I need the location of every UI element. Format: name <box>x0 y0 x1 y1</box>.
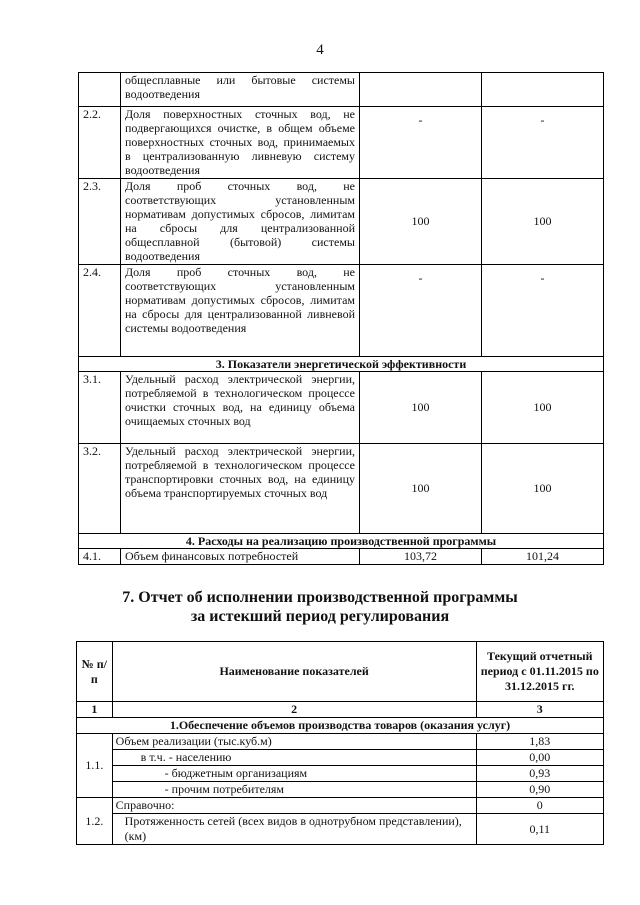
header-name: Наименование показателей <box>112 642 476 702</box>
table-row <box>79 73 604 107</box>
column-number: 1 <box>77 702 113 718</box>
row-value-2: 100 <box>482 372 604 444</box>
row-value-1: 100 <box>360 179 482 265</box>
indicators-table <box>78 72 604 565</box>
table-row <box>77 766 604 782</box>
row-value: 0,93 <box>476 766 603 782</box>
table-row <box>77 798 604 814</box>
row-value: 0 <box>476 798 603 814</box>
table-row <box>79 265 604 357</box>
row-number: 3.2. <box>79 444 121 534</box>
section-title-energy: 3. Показатели энергетической эффективности <box>79 357 604 372</box>
column-number: 2 <box>112 702 476 718</box>
row-value-1: - <box>360 107 482 179</box>
section-row <box>79 357 604 372</box>
header-row <box>77 642 604 702</box>
row-name: - прочим потребителям <box>112 782 476 798</box>
table-row <box>77 734 604 750</box>
row-value: 0,11 <box>476 814 603 845</box>
table-row <box>79 444 604 534</box>
row-value-1: - <box>360 265 482 357</box>
section-title-production: 1.Обеспечение объемов производства товаров (оказания услуг) <box>77 718 604 734</box>
row-value-2: 100 <box>482 179 604 265</box>
row-value-2: 100 <box>482 444 604 534</box>
row-value: 0,90 <box>476 782 603 798</box>
section-row <box>77 718 604 734</box>
table-row <box>79 372 604 444</box>
row-number: 2.2. <box>79 107 121 179</box>
header-period: Текущий отчетный период с 01.11.2015 по 31.12.2015 гг. <box>476 642 603 702</box>
row-name: Объем финансовых потребностей <box>121 549 360 565</box>
row-name: Доля проб сточных вод, не соответствующих установленным нормативам допустимых сбросов, лимитам на сбросы для централизованной ливневой системы водоотведения <box>121 265 360 357</box>
page-number: 4 <box>316 42 324 58</box>
row-name: Доля проб сточных вод, не соответствующих установленным нормативам допустимых сбросов, лимитам на сбросы для централизованной общесплавной (бытовой) системы водоотведения <box>121 179 360 265</box>
table-row <box>79 179 604 265</box>
row-name: общесплавные или бытовые системы водоотведения <box>121 73 360 107</box>
row-number: 2.3. <box>79 179 121 265</box>
table-row <box>79 107 604 179</box>
row-value-2: - <box>482 265 604 357</box>
row-number: 3.1. <box>79 372 121 444</box>
report-heading-line-2: за истекший период регулирования <box>190 608 450 625</box>
row-value: 0,00 <box>476 750 603 766</box>
row-number: 4.1. <box>79 549 121 565</box>
row-value-1: 100 <box>360 444 482 534</box>
row-name: в т.ч. - населению <box>112 750 476 766</box>
table-row <box>77 782 604 798</box>
row-value: 1,83 <box>476 734 603 750</box>
section-row <box>79 534 604 549</box>
row-name: Протяженность сетей (всех видов в однотрубном представлении), (км) <box>112 814 476 845</box>
row-value-2: - <box>482 107 604 179</box>
row-value-2: 101,24 <box>482 549 604 565</box>
header-num: № п/п <box>77 642 113 702</box>
row-name: Справочно: <box>112 798 476 814</box>
row-name: - бюджетным организациям <box>112 766 476 782</box>
table-row <box>77 814 604 845</box>
column-number: 3 <box>476 702 603 718</box>
table-row <box>77 750 604 766</box>
row-value-1 <box>360 73 482 107</box>
table-row <box>79 549 604 565</box>
row-name: Объем реализации (тыс.куб.м) <box>112 734 476 750</box>
row-value-2 <box>482 73 604 107</box>
row-number <box>79 73 121 107</box>
row-name: Удельный расход электрической энергии, потребляемой в технологическом процессе очистки сточных вод, на единицу объема очищаемых сточных вод <box>121 372 360 444</box>
row-number: 2.4. <box>79 265 121 357</box>
row-number: 1.1. <box>77 734 113 798</box>
column-numbers-row <box>77 702 604 718</box>
row-value-1: 103,72 <box>360 549 482 565</box>
row-name: Удельный расход электрической энергии, потребляемой в технологическом процессе транспортировки сточных вод, на единицу объема транспортируемых сточных вод <box>121 444 360 534</box>
report-heading-line-1: 7. Отчет об исполнении производственной программы <box>122 589 518 606</box>
row-value-1: 100 <box>360 372 482 444</box>
report-table <box>76 641 604 845</box>
section-title-expenses: 4. Расходы на реализацию производственной программы <box>79 534 604 549</box>
row-name: Доля поверхностных сточных вод, не подвергающихся очистке, в общем объеме поверхностных сточных вод, принимаемых в централизованную ливневую систему водоотведения <box>121 107 360 179</box>
row-number: 1.2. <box>77 798 113 845</box>
